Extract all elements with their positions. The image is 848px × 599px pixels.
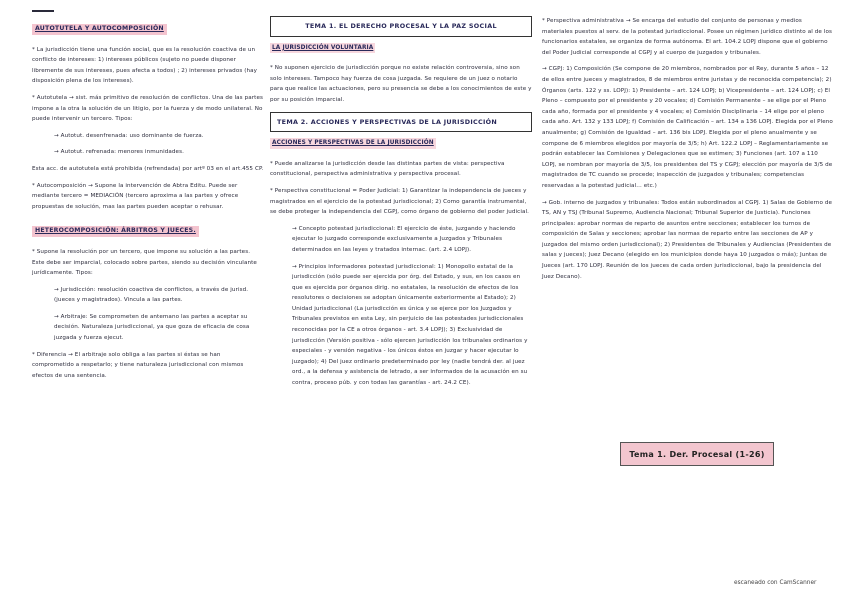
heading-autotutela: AUTOTUTELA Y AUTOCOMPOSICIÓN [32, 24, 167, 35]
paragraph: → Jurisdicción: resolución coactiva de conflictos, a través de jurisd. (jueces y magistrados). Vincula a las partes. [54, 286, 249, 304]
paragraph: → Autotut. refrenada: menores inmunidades. [54, 149, 184, 156]
column-right [542, 16, 834, 288]
paragraph: → Arbitraje: Se comprometen de antemano las partes a aceptar su decisión. Naturaleza jurisdiccional, ya que goza de eficacia de cosa juzgada y fuerza ejecut. [54, 313, 250, 342]
paragraph: * No suponen ejercicio de jurisdicción porque no existe relación controversia, sino son solo intereses. Tampoco hay fuerza de cosa juzgada. Se requiere de un juez o notario para que realice las actuaciones, pero su presencia se debe a los conocimientos de este y por su posición imparcial. [270, 65, 532, 103]
paragraph: → CGPJ: 1) Composición (Se compone de 20 miembros, nombrados por el Rey, durante 5 años – 12 de ellos entre jueces y magistrados, 8 de miembros entre juristas y de reconocida competencia); 2) Órganos (arts. 122 y ss. LOPJ): 1) Presidente – art. 124 LOPJ; b) Vicepresidente – art. 124 LOPJ; c) El Pleno – compuesto por el presidente y 20 vocales; d) Comisión Permanente – se elige por el Pleno cada año, formada por el presidente y 4 vocales; e) Comisión Disciplinaria – 14 elige por el pleno cada año. Art. 132 y 133 LOPJ; f) Comisión de Calificación – art. 134 a 136 LOPJ. Elegida por el Pleno anualmente; g) Comisión de Igualdad – art. 136 bis LOPJ. Elegida por el pleno anualmente y se compone de 6 miembros elegidos por mayoría de 3/5; h) Art. 122.2 LOPJ – Reglamentariamente se podrán establecer las Comisiones y Delegaciones que se estimen; 3) Funciones (art. 107 a 110 LOPJ, se nombran por mayoría de 3/5, los presidentes del TS y CGPJ; elección por mayoría de 3/5 de magistrados de TC cuando se procede; inspección de juzgados y tribunales; competencias reservadas a la potestad judicial... etc.) [542, 66, 833, 189]
tema-1-title: TEMA 1. EL DERECHO PROCESAL Y LA PAZ SOCIAL [270, 16, 532, 37]
paragraph: → Gob. interno de juzgados y tribunales: Todos están subordinados al CGPJ. 1) Salas de Gobierno de TS, AN y TSJ (Tribunal Supremo, Audiencia Nacional; Tribunal Superior de Justicia). Funciones principales: aprobar normas de reparto de asuntos entre secciones; establecer los turnos de composición de Salas y secciones; aprobar las normas de reparto entre las secciones de AP y juzgados del mismo orden jurisdiccional); 2) Presidentes de Tribunales y Audiencias (Presidentes de salas y jueces); Juez Decano (elegido en los municipios donde haya 10 juzgados o más); Juntas de Jueces (art. 170 LOPJ. Reunión de los jueces de cada orden jurisdiccional, bajo la presidencia del Juez Decano). [542, 199, 833, 280]
top-rule [32, 10, 54, 12]
scanner-footer: escaneado con CamScanner [734, 580, 817, 586]
paragraph: → Principios informadores potestad jurisdiccional: 1) Monopolio estatal de la jurisdicción (sólo puede ser ejercida por órg. del Estado, y sus, en los casos en que es ejercida por órganos dirig. no estatales, la resolución de efectos de los resolutores o decisiones se adoptan únicamente exteriormente al Estado); 2) Unidad jurisdiccional (La jurisdicción es única y se ejerce por los Juzgados y Tribunales previstos en esta Ley, sin perjuicio de las potestades jurisdiccionales reconocidas por la CE a otros órganos - art. 3.4 LOPJ); 3) Exclusividad de jurisdicción (Versión positiva - sólo ejercen jurisdicción los tribunales ordinarios y especiales - y versión negativa - los únicos éstos en juzgar y hacer ejecutar lo juzgado); 4) Del juez ordinario predeterminado por ley (nadie tendrá der. al juez ord., a la defensa y asistencia de letrado, a ser informados de la acusación en su contra, proceso púb. y con todas las garantías - art. 24.2 CE). [292, 263, 528, 387]
paragraph: * Perspectiva constitucional = Poder Judicial: 1) Garantizar la independencia de jueces y magistrados en el ejercicio de la potestad jurisdiccional; 2) Como garantía instrumental, se debe proteger la independencia del CGPJ, como órgano de gobierno del poder judicial. [270, 187, 530, 216]
paragraph: * La jurisdicción tiene una función social, que es la resolución coactiva de un conflicto de intereses: 1) intereses públicos (sujeto no puede disponer libremente de sus intereses, pues afecta a todos) ; 2) intereses privados (hay disposición plena de los intereses). [32, 46, 258, 85]
paragraph: * Perspectiva administrativa → Se encarga del estudio del conjunto de personas y medios materiales puestos al serv. de la potestad jurisdiccional. Posee un régimen jurídico distinto al de los funcionarios estatales, se organiza de forma autónoma. El art. 104.2 LOPJ dispone que el gobierno del Poder Judicial corresponde al CGPJ y al cuerpo de juzgados y tribunales. [542, 18, 833, 56]
tema-2-title: TEMA 2. ACCIONES Y PERSPECTIVAS DE LA JURISDICCIÓN [270, 112, 532, 133]
paragraph: Esta acc. de autotutela está prohibida (refrendada) por artº 03 en el art.455 CP. [32, 165, 264, 172]
paragraph: * Autotutela → sist. más primitivo de resolución de conflictos. Una de las partes impone a la otra la solución de un litigio, por la fuerza y de modo unilateral. No puede intervenir un tercero. Tipos: [32, 94, 263, 123]
paragraph: * Diferencia → El arbitraje solo obliga a las partes si éstas se han comprometido a respetarlo; y tiene naturaleza jurisdiccional con mismos efectos de una sentencia. [32, 351, 244, 379]
subheading-jurisdiccion-voluntaria: LA JURISDICCIÓN VOLUNTARIA [270, 43, 375, 54]
heading-heterocomposicion: HETEROCOMPOSICIÓN: ÁRBITROS Y JUECES. [32, 226, 199, 237]
paragraph: → Concepto potestad jurisdiccional: El ejercicio de éste, juzgando y haciendo ejecutar lo juzgado corresponde exclusivamente a Juzgados y Tribunales determinados en las leyes y tratados internac. (art. 2.4 LOPJ). [292, 225, 516, 253]
paragraph: * Puede analizarse la jurisdicción desde las distintas partes de vista: perspectiva constitucional, perspectiva administrativa y perspectiva procesal. [270, 160, 505, 178]
tema-label-box: Tema 1. Der. Procesal (1-26) [620, 442, 774, 466]
paragraph: * Autocomposición → Supone la intervención de Abtra Editu. Puede ser mediante tercero = MEDIACIÓN (tercero aproxima a las partes y ofrece propuestas de solución, mas las partes pueden aceptar o rehusar. [32, 182, 239, 210]
column-middle [270, 16, 532, 395]
subheading-acciones: ACCIONES Y PERSPECTIVAS DE LA JURISDICCIÓN [270, 138, 436, 149]
column-left [32, 16, 264, 387]
paragraph: → Autotut. desenfrenada: uso dominante de fuerza. [54, 132, 204, 139]
paragraph: * Supone la resolución por un tercero, que impone su solución a las partes. Este debe ser imparcial, colocado sobre partes, siendo su decisión vinculante jurídicamente. Tipos: [32, 248, 257, 277]
